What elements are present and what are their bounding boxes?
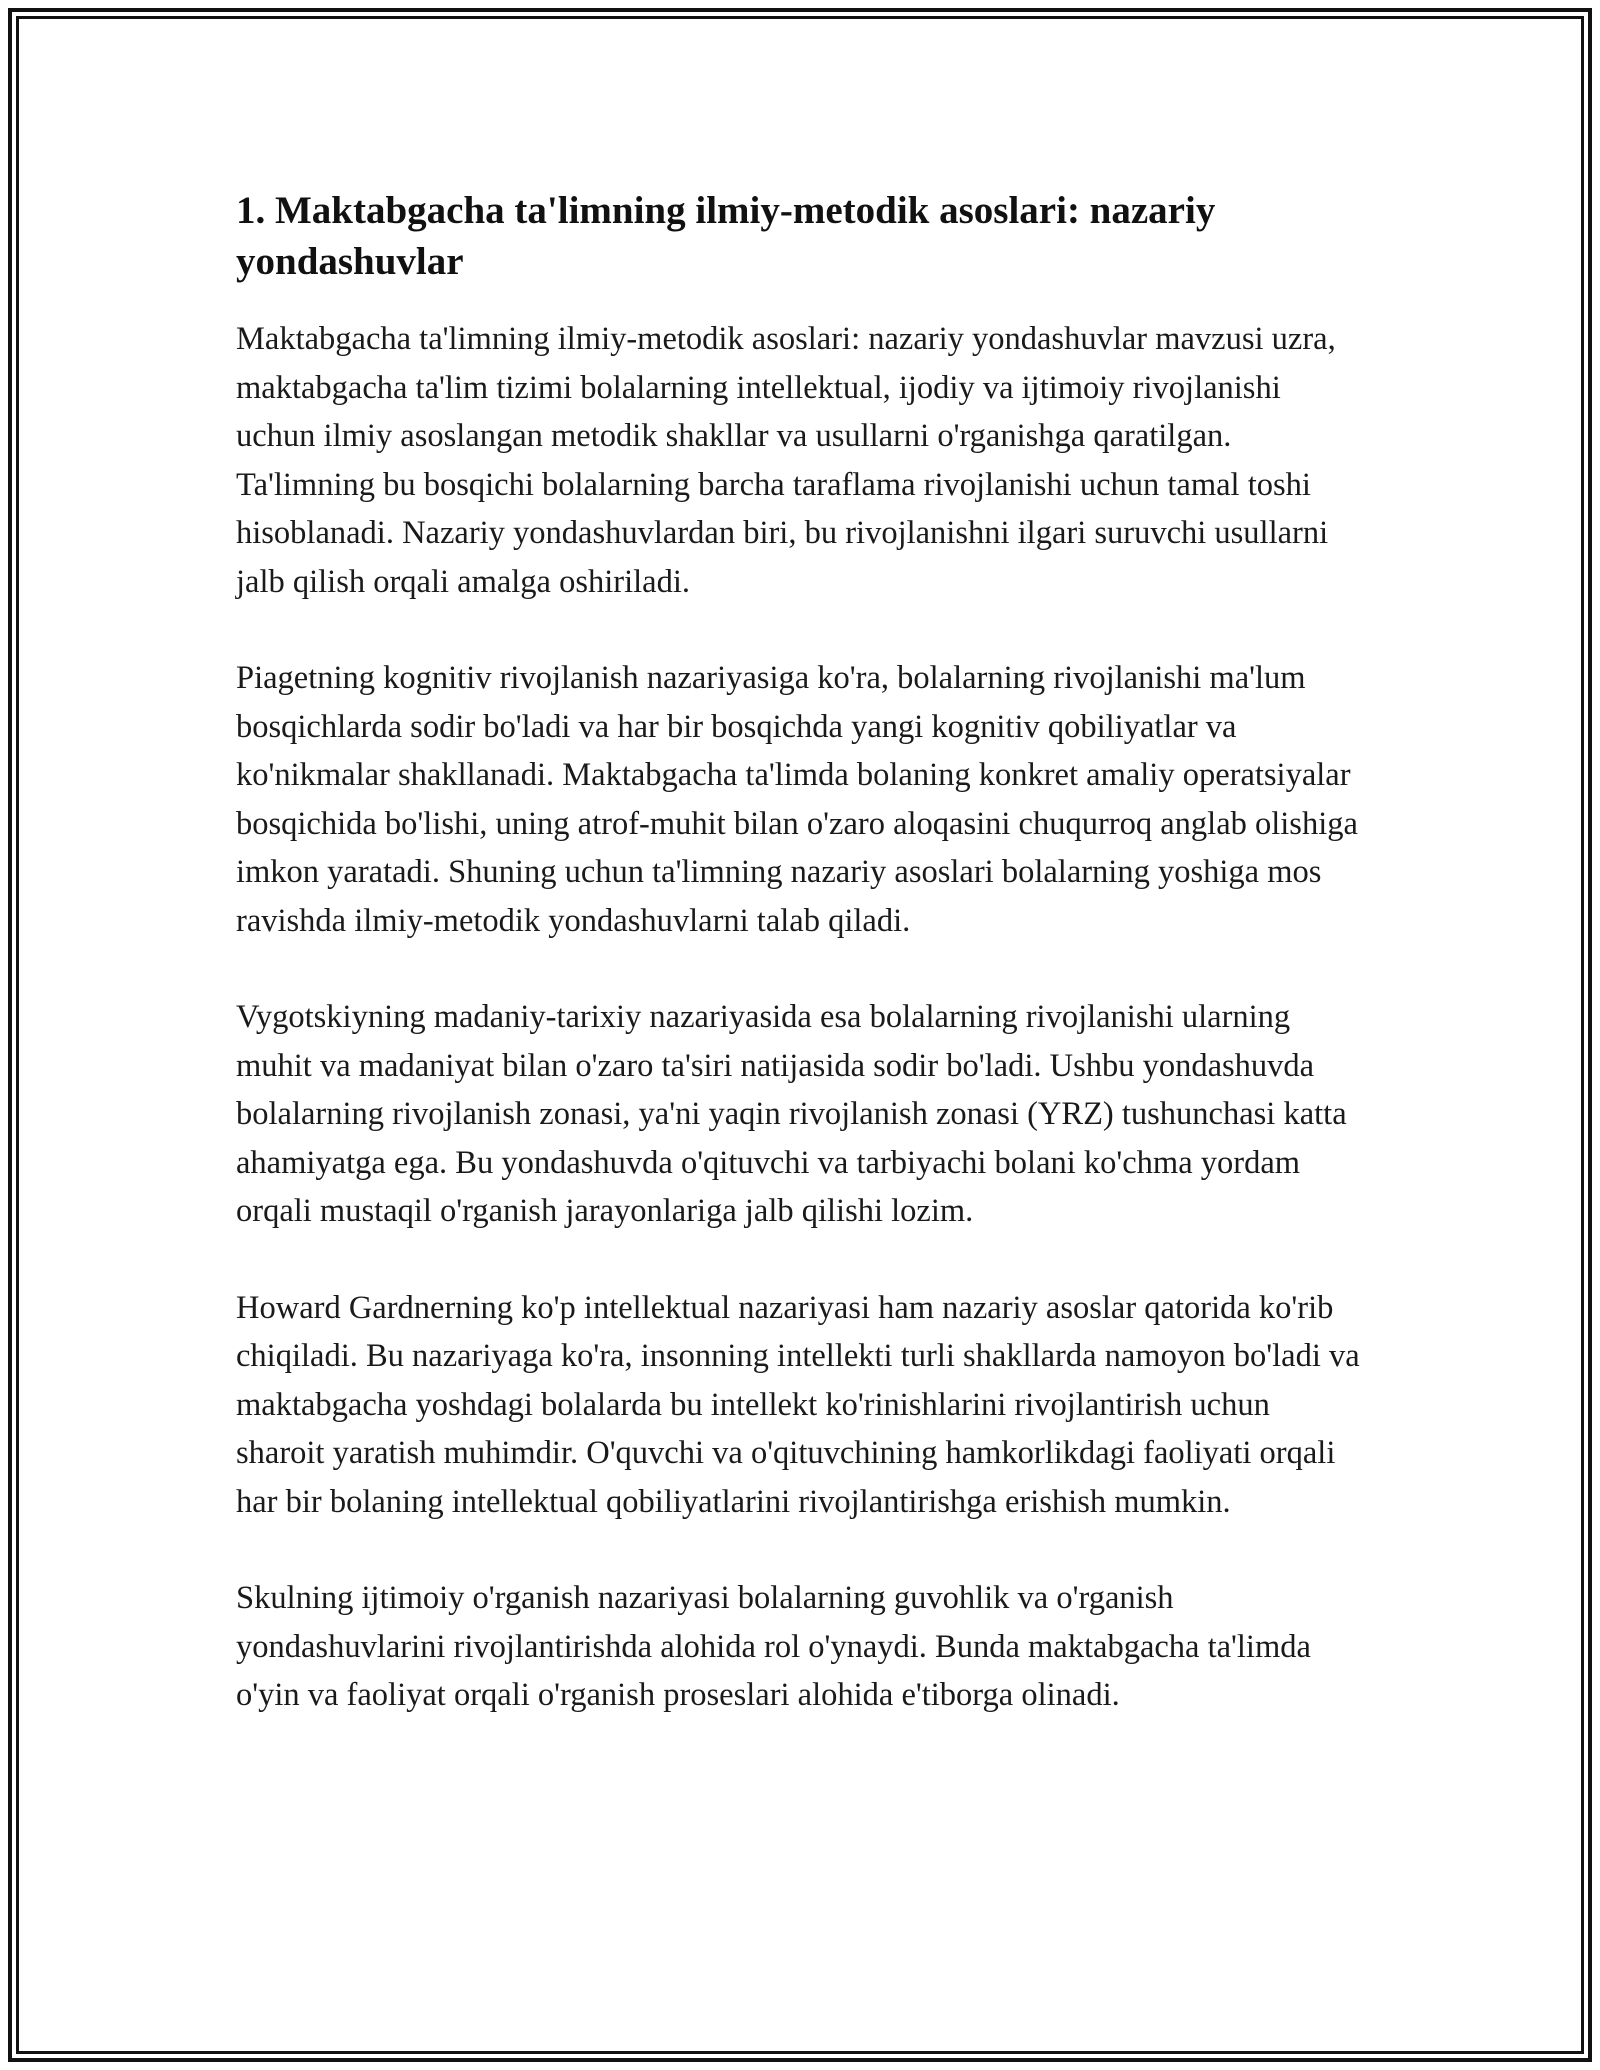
document-title: 1. Maktabgacha ta'limning ilmiy-metodik asoslari: nazariy yondashuvlar — [236, 189, 1216, 283]
paragraph-vygotsky: Vygotskiyning madaniy-tarixiy nazariyasida esa bolalarning rivojlanishi ularning muhit va madaniyat bilan o'zaro ta'siri natijasida sodir bo'ladi. Ushbu yondashuvda bolalarning rivojlanish zonasi, ya'ni yaqin rivojlanish zonasi (YRZ) tushunchasi katta ahamiyatga ega. Bu yondashuvda o'qituvchi va tarbiyachi bolani ko'chma yordam orqali mustaqil o'rganish jarayonlariga jalb qilishi lozim. — [236, 999, 1347, 1230]
paragraph-intro: Maktabgacha ta'limning ilmiy-metodik asoslari: nazariy yondashuvlar mavzusi uzra, maktabgacha ta'lim tizimi bolalarning intellektual, ijodiy va ijtimoiy rivojlanishi uchun ilmiy asoslangan metodik shakllar va usullarni o'rganishga qaratilgan. Ta'limning bu bosqichi bolalarning barcha taraflama rivojlanishi uchun tamal toshi hisoblanadi. Nazariy yondashuvlardan biri, bu rivojlanishni ilgari suruvchi usullarni jalb qilish orqali amalga oshiriladi. — [236, 321, 1336, 600]
paragraph-gardner: Howard Gardnerning ko'p intellektual nazariyasi ham nazariy asoslar qatorida ko'rib chiqiladi. Bu nazariyaga ko'ra, insonning intellekti turli shakllarda namoyon bo'ladi va maktabgacha yoshdagi bolalarda bu intellekt ko'rinishlarini rivojlantirish uchun sharoit yaratish muhimdir. O'quvchi va o'qituvchining hamkorlikdagi faoliyati orqali har bir bolaning intellektual qobiliyatlarini rivojlantirishga erishish mumkin. — [236, 1289, 1360, 1520]
paragraph-piaget: Piagetning kognitiv rivojlanish nazariyasiga ko'ra, bolalarning rivojlanishi ma'lum bosqichlarda sodir bo'ladi va har bir bosqichda yangi kognitiv qobiliyatlar va ko'nikmalar shakllanadi. Maktabgacha ta'limda bolaning konkret amaliy operatsiyalar bosqichida bo'lishi, uning atrof-muhit bilan o'zaro aloqasini chuqurroq anglab olishiga imkon yaratadi. Shuning uchun ta'limning nazariy asoslari bolalarning yoshiga mos ravishda ilmiy-metodik yondashuvlarni talab qiladi. — [236, 660, 1358, 939]
paragraph-social-learning: Skulning ijtimoiy o'rganish nazariyasi bolalarning guvohlik va o'rganish yondashuvlarini rivojlantirishda alohida rol o'ynaydi. Bunda maktabgacha ta'limda o'yin va faoliyat orqali o'rganish proseslari alohida e'tiborga olinadi. — [236, 1580, 1311, 1714]
document-body — [236, 186, 1366, 1768]
